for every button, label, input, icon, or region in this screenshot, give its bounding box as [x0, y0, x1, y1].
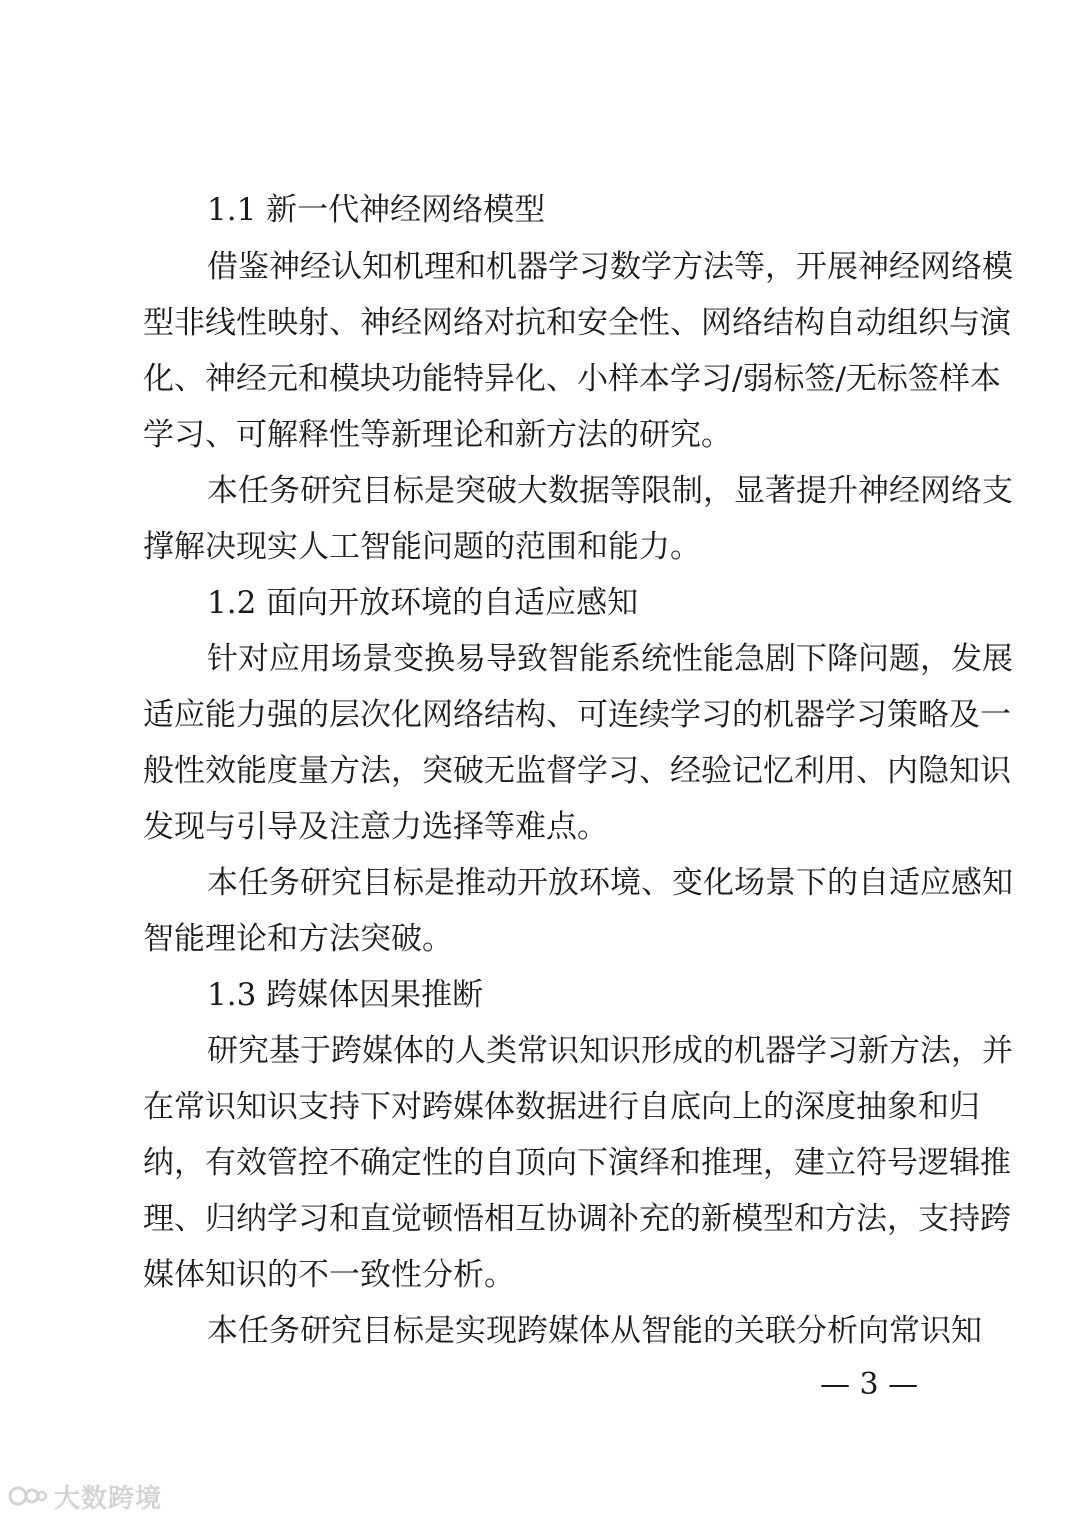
- brand-logo-icon: [8, 1481, 48, 1511]
- paragraph-line: 理、归纳学习和直觉顿悟相互协调补充的新模型和方法，支持跨: [143, 1201, 1011, 1237]
- paragraph-line: 本任务研究目标是实现跨媒体从智能的关联分析向常识知: [207, 1313, 982, 1349]
- paragraph-line: 发现与引导及注意力选择等难点。: [143, 809, 608, 845]
- paragraph-line: 撑解决现实人工智能问题的范围和能力。: [143, 529, 701, 565]
- section-heading-1-1: 1.1 新一代神经网络模型: [207, 192, 546, 228]
- watermark-text: 大数跨境: [54, 1483, 163, 1514]
- section-heading-1-3: 1.3 跨媒体因果推断: [207, 977, 484, 1013]
- paragraph-line: 适应能力强的层次化网络结构、可连续学习的机器学习策略及一: [143, 697, 1011, 733]
- paragraph-line: 针对应用场景变换易导致智能系统性能急剧下降问题，发展: [207, 641, 1013, 677]
- watermark: [8, 1478, 162, 1514]
- paragraph-line: 型非线性映射、神经网络对抗和安全性、网络结构自动组织与演: [143, 305, 1011, 341]
- paragraph-line: 学习、可解释性等新理论和新方法的研究。: [143, 417, 732, 453]
- section-heading-1-2: 1.2 面向开放环境的自适应感知: [207, 585, 639, 621]
- page-number: — 3 —: [820, 1367, 919, 1402]
- paragraph-line: 纳，有效管控不确定性的自顶向下演绎和推理，建立符号逻辑推: [143, 1145, 1011, 1181]
- paragraph-line: 本任务研究目标是推动开放环境、变化场景下的自适应感知: [207, 865, 1013, 901]
- paragraph-line: 本任务研究目标是突破大数据等限制，显著提升神经网络支: [207, 473, 1013, 509]
- paragraph-line: 借鉴神经认知机理和机器学习数学方法等，开展神经网络模: [207, 249, 1013, 285]
- paragraph-line: 研究基于跨媒体的人类常识知识形成的机器学习新方法，并: [207, 1033, 1013, 1069]
- paragraph-line: 在常识知识支持下对跨媒体数据进行自底向上的深度抽象和归: [143, 1089, 980, 1125]
- paragraph-line: 媒体知识的不一致性分析。: [143, 1257, 515, 1293]
- paragraph-line: 般性效能度量方法，突破无监督学习、经验记忆利用、内隐知识: [143, 753, 1011, 789]
- paragraph-line: 智能理论和方法突破。: [143, 921, 453, 957]
- paragraph-line: 化、神经元和模块功能特异化、小样本学习/弱标签/无标签样本: [143, 361, 1001, 397]
